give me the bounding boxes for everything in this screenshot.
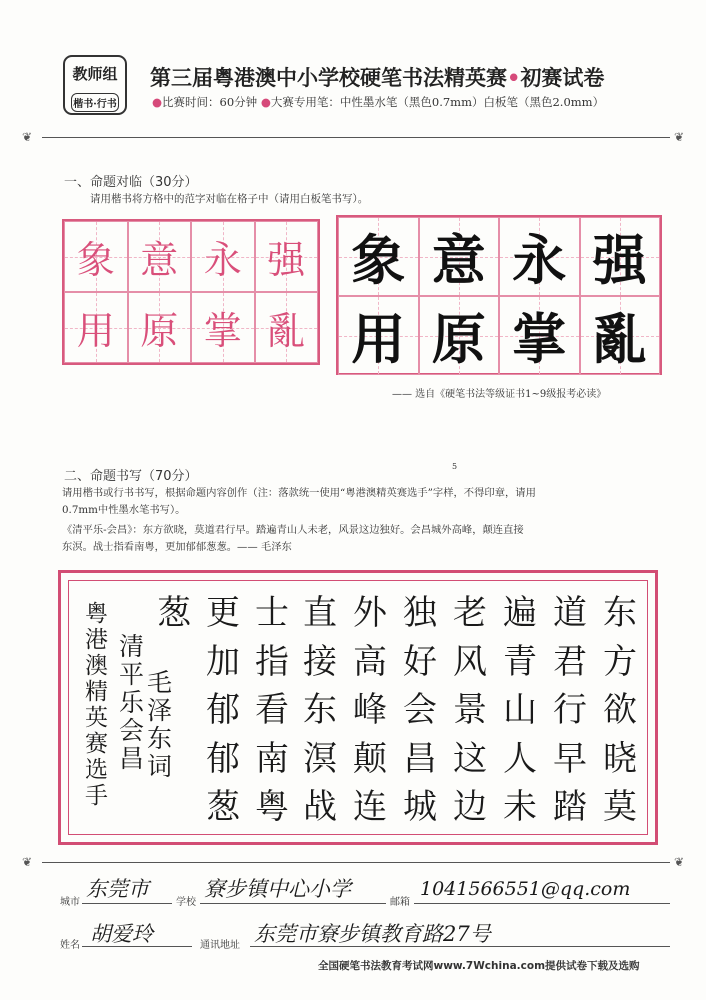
poem-char: 指 <box>255 641 289 682</box>
model-char: 意 <box>431 228 486 292</box>
page-mark: 5 <box>452 462 458 471</box>
poem-char: 东 <box>603 593 637 633</box>
poem-char: 晓 <box>603 738 637 779</box>
badge-group-label: 教师组 <box>72 65 118 83</box>
header-rule <box>42 137 670 138</box>
poem-column <box>453 589 487 832</box>
group-badge <box>63 55 127 115</box>
poem-char: 乐 <box>119 688 145 717</box>
field-underline <box>414 903 670 904</box>
copy-char: 意 <box>140 238 179 282</box>
info-bullet: ● <box>260 95 271 109</box>
poem-column <box>206 589 240 832</box>
poem-text-line: 《清平乐-会昌》：东方欲晓，莫道君行早。踏遍青山人未老，风景这边独好。会昌城外高峰，颠连直接 <box>62 524 524 536</box>
address-field[interactable]: 东莞市寮步镇教育路27号 <box>254 922 491 946</box>
grid-cell <box>128 292 192 363</box>
poem-char: 士 <box>255 593 289 633</box>
signature-title <box>119 633 144 773</box>
model-char: 用 <box>351 307 406 371</box>
poem-char: 选 <box>85 757 108 783</box>
poem-char: 战 <box>303 787 337 827</box>
signature-author <box>147 669 172 781</box>
poem-char: 君 <box>553 641 587 682</box>
poem-char: 独 <box>403 593 437 633</box>
copy-grid <box>62 219 320 365</box>
grid-cell <box>499 296 580 375</box>
field-underline <box>200 903 386 904</box>
section1-instruction: 请用楷书将方格中的范字对临在格子中（请用白板笔书写）。 <box>90 193 369 205</box>
poem-char: 高 <box>353 641 387 682</box>
address-label: 通讯地址 <box>200 940 240 951</box>
grid-cell <box>255 292 319 363</box>
poem-char: 颠 <box>353 738 387 779</box>
email-label: 邮箱 <box>390 897 410 908</box>
name-field[interactable]: 胡爱玲 <box>90 922 153 946</box>
section2-instruction-line: 0.7mm中性墨水笔书写）。 <box>62 504 186 516</box>
title-sub: 初赛试卷 <box>520 66 605 90</box>
copy-char: 象 <box>76 238 115 282</box>
poem-char: 东 <box>303 690 337 730</box>
poem-char: 连 <box>353 787 387 827</box>
poem-char: 早 <box>553 738 587 779</box>
section2-heading: 二、命题书写（70分） <box>64 469 198 484</box>
grid-cell <box>191 292 255 363</box>
poem-char: 手 <box>85 783 108 809</box>
poem-char: 昌 <box>403 738 437 779</box>
poem-char: 更 <box>206 593 240 633</box>
info-time: 比赛时间：60分钟 <box>162 95 258 109</box>
poem-char: 人 <box>503 738 537 779</box>
poem-char: 会 <box>119 716 145 745</box>
copy-char: 用 <box>76 309 115 353</box>
poem-char: 词 <box>147 752 173 781</box>
poem-char: 葱 <box>206 787 240 827</box>
grid-cell <box>64 221 128 292</box>
grid-cell <box>338 296 419 375</box>
city-field[interactable]: 东莞市 <box>86 877 149 901</box>
ornament-icon: ❦ <box>22 130 33 144</box>
poem-char: 澳 <box>85 653 108 679</box>
section1-heading: 一、命题对临（30分） <box>64 175 198 190</box>
poem-column <box>503 589 537 832</box>
model-grid <box>336 215 662 375</box>
source-citation: —— 选自《硬笔书法等级证书1~9级报考必读》 <box>392 389 607 400</box>
ornament-icon: ❦ <box>674 855 685 869</box>
footer-text: 全国硬笔书法教育考试网www.7Wchina.com提供试卷下载及选购 <box>318 960 640 972</box>
ornament-icon: ❦ <box>22 855 33 869</box>
field-underline <box>82 946 192 947</box>
poem-char: 清 <box>119 632 145 661</box>
poem-char: 踏 <box>553 787 587 827</box>
school-field[interactable]: 寮步镇中心小学 <box>204 877 351 901</box>
grid-cell <box>499 217 580 296</box>
poem-char: 精 <box>85 679 108 705</box>
poem-column <box>157 589 191 638</box>
poem-column <box>553 589 587 832</box>
ornament-icon: ❦ <box>674 130 685 144</box>
poem-char: 外 <box>353 593 387 633</box>
poem-char: 风 <box>453 641 487 682</box>
email-field[interactable]: 1041566551@qq.com <box>420 878 631 900</box>
title-dot: • <box>507 66 521 90</box>
poem-char: 赛 <box>85 731 108 757</box>
signature-contestant <box>85 601 108 809</box>
footer-rule <box>42 862 670 863</box>
poem-char: 溟 <box>303 738 337 779</box>
poem-char: 好 <box>403 641 437 682</box>
poem-char: 毛 <box>147 668 173 697</box>
grid-cell <box>338 217 419 296</box>
grid-cell <box>191 221 255 292</box>
poem-column <box>255 589 289 832</box>
poem-char: 城 <box>403 787 437 827</box>
poem-column <box>303 589 337 832</box>
copy-char: 强 <box>267 238 306 282</box>
poem-char: 粤 <box>255 787 289 827</box>
poem-char: 欲 <box>603 690 637 730</box>
model-char: 永 <box>512 228 567 292</box>
field-underline <box>250 946 670 947</box>
grid-cell <box>255 221 319 292</box>
poem-char: 莫 <box>603 787 637 827</box>
poem-char: 南 <box>255 738 289 779</box>
title-main: 第三届粤港澳中小学校硬笔书法精英赛 <box>150 66 507 90</box>
grid-cell <box>64 292 128 363</box>
poem-char: 行 <box>553 690 587 730</box>
copy-char: 永 <box>203 238 242 282</box>
poem-char: 会 <box>403 690 437 730</box>
poem-char: 葱 <box>157 593 191 633</box>
poem-char: 昌 <box>119 744 145 773</box>
poem-char: 接 <box>303 641 337 682</box>
name-label: 姓名 <box>60 940 80 951</box>
grid-cell <box>580 296 661 375</box>
poem-column <box>603 589 637 832</box>
poem-char: 未 <box>503 787 537 827</box>
poem-char: 景 <box>453 690 487 730</box>
contest-info <box>152 94 604 110</box>
poem-char: 港 <box>85 627 108 653</box>
poem-char: 道 <box>553 593 587 633</box>
page-title <box>150 62 604 92</box>
grid-cell <box>419 296 500 375</box>
writing-frame-inner <box>68 580 648 835</box>
poem-char: 英 <box>85 705 108 731</box>
poem-char: 峰 <box>353 690 387 730</box>
poem-char: 东 <box>147 724 173 753</box>
field-underline <box>82 903 172 904</box>
grid-cell <box>580 217 661 296</box>
model-char: 掌 <box>512 307 567 371</box>
poem-char: 平 <box>119 660 145 689</box>
copy-char: 亂 <box>267 309 306 353</box>
grid-cell <box>419 217 500 296</box>
poem-text-line: 东溟。战士指看南粤，更加郁郁葱葱。—— 毛泽东 <box>62 541 292 553</box>
model-char: 原 <box>431 307 486 371</box>
poem-char: 看 <box>255 690 289 730</box>
poem-column <box>353 589 387 832</box>
grid-cell <box>128 221 192 292</box>
poem-char: 加 <box>206 641 240 682</box>
section2-instruction-line: 请用楷书或行书书写，根据命题内容创作（注：落款统一使用“粤港澳精英赛选手”字样，不得印章，请用 <box>62 487 536 499</box>
poem-char: 山 <box>503 690 537 730</box>
poem-char: 郁 <box>206 690 240 730</box>
model-char: 强 <box>592 228 647 292</box>
poem-char: 泽 <box>147 696 173 725</box>
model-char: 亂 <box>592 307 647 371</box>
poem-char: 方 <box>603 641 637 682</box>
copy-char: 原 <box>140 309 179 353</box>
badge-style-label: 楷书·行书 <box>71 93 119 112</box>
poem-char: 边 <box>453 787 487 827</box>
school-label: 学校 <box>176 897 196 908</box>
poem-char: 直 <box>303 593 337 633</box>
info-pens: 大赛专用笔：中性墨水笔（黑色0.7mm）白板笔（黑色2.0mm） <box>270 95 605 109</box>
city-label: 城市 <box>60 897 80 908</box>
info-bullet: ● <box>152 95 163 109</box>
poem-char: 郁 <box>206 738 240 779</box>
poem-column <box>403 589 437 832</box>
poem-char: 青 <box>503 641 537 682</box>
poem-char: 这 <box>453 738 487 779</box>
model-char: 象 <box>351 228 406 292</box>
writing-frame <box>58 570 658 845</box>
poem-char: 粤 <box>85 601 108 627</box>
poem-char: 遍 <box>503 593 537 633</box>
copy-char: 掌 <box>203 309 242 353</box>
poem-char: 老 <box>453 593 487 633</box>
